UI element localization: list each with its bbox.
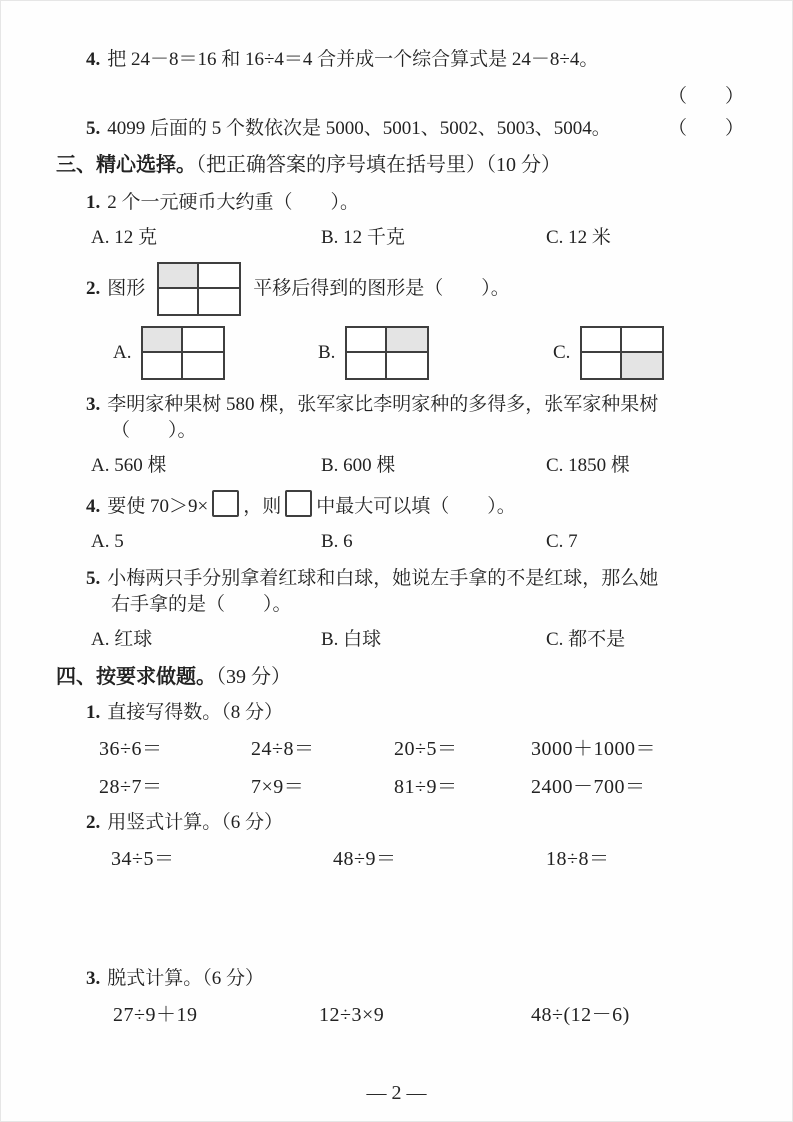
choice-q2-option-a — [113, 326, 318, 380]
judge-item-4 — [1, 47, 792, 73]
choice-q4-seg3: 中最大可以填（ ）。 — [316, 496, 516, 517]
choice-q4-seg1: 要使 70＞9× — [107, 496, 209, 517]
choice-q2-option-c-grid — [580, 326, 664, 380]
choice-q2-number: 2. — [86, 278, 101, 299]
choice-q5 — [1, 566, 792, 592]
choice-q3-option-c: C. 1850 棵 — [546, 455, 630, 476]
choice-q3-text-line2: （ ）。 — [111, 420, 197, 441]
work-q2-title — [1, 810, 792, 836]
choice-q2-option-b — [318, 326, 553, 380]
section-choice-note: （把正确答案的序号填在括号里）（10 分） — [196, 154, 561, 176]
work-q1-number: 1. — [86, 702, 101, 723]
work-q2-number: 2. — [86, 812, 101, 833]
choice-q2-option-c — [553, 326, 792, 380]
equation: 27÷9＋19 — [113, 1004, 198, 1026]
choice-q2-option-b-grid — [345, 326, 429, 380]
choice-q2-option-a-label: A. — [113, 342, 132, 363]
grid-cell — [622, 328, 662, 353]
section-heading-choice — [1, 150, 792, 180]
choice-q2-option-b-label: B. — [318, 342, 336, 363]
work-q1-row2 — [1, 772, 792, 802]
blank-square-box — [212, 490, 239, 517]
choice-q3-option-b: B. 600 棵 — [321, 455, 396, 476]
choice-q4-seg2: ，则 — [243, 496, 282, 517]
equation: 48÷(12－6) — [531, 1004, 630, 1026]
equation: 20÷5＝ — [394, 738, 458, 760]
work-q1-title — [1, 700, 792, 726]
choice-q2-options — [1, 326, 792, 380]
choice-q5-options — [1, 626, 792, 654]
choice-q1-option-c: C. 12 米 — [546, 227, 611, 248]
equation: 34÷5＝ — [111, 848, 175, 870]
grid-cell — [159, 264, 199, 289]
work-q3-title — [1, 966, 792, 992]
grid-cell — [347, 353, 387, 378]
equation: 7×9＝ — [251, 776, 305, 798]
choice-q3-option-a: A. 560 棵 — [91, 455, 167, 476]
grid-cell — [143, 353, 183, 378]
choice-q5-text-line2: 右手拿的是（ ）。 — [111, 594, 292, 615]
choice-q2 — [1, 262, 792, 316]
choice-q2-option-a-grid — [141, 326, 225, 380]
grid-cell — [582, 328, 622, 353]
grid-cell — [159, 289, 199, 314]
work-q1-title-text: 直接写得数。（8 分） — [107, 702, 284, 723]
section-heading-work — [1, 662, 792, 692]
choice-q2-text-pre: 图形 — [107, 278, 146, 299]
choice-q3-options — [1, 452, 792, 480]
equation: 36÷6＝ — [99, 738, 163, 760]
grid-cell — [143, 328, 183, 353]
grid-cell — [387, 328, 427, 353]
grid-cell — [347, 328, 387, 353]
work-q3-row — [1, 1000, 792, 1030]
grid-cell — [183, 328, 223, 353]
choice-q1 — [1, 190, 792, 216]
choice-q4-option-b: B. 6 — [321, 531, 353, 552]
judge-item-4-number: 4. — [86, 49, 101, 70]
grid-cell — [622, 353, 662, 378]
blank-square-box — [285, 490, 312, 517]
judge-item-5-text — [86, 116, 611, 142]
page-number: — 2 — — [366, 1082, 427, 1104]
choice-q5-option-c: C. 都不是 — [546, 629, 626, 650]
judge-item-5-number: 5. — [86, 118, 101, 139]
section-choice-title: 三、精心选择。 — [56, 154, 196, 176]
choice-q1-option-b: B. 12 千克 — [321, 227, 405, 248]
equation: 28÷7＝ — [99, 776, 163, 798]
choice-q3 — [1, 392, 792, 418]
choice-q5-number: 5. — [86, 568, 101, 589]
equation: 3000＋1000＝ — [531, 738, 656, 760]
choice-q3-text-line1: 李明家种果树 580 棵，张军家比李明家种的多得多，张军家种果树 — [107, 394, 659, 415]
choice-q1-number: 1. — [86, 192, 101, 213]
choice-q2-figure-grid — [157, 262, 241, 316]
vertical-calc-workspace — [1, 874, 792, 966]
equation: 12÷3×9 — [319, 1004, 385, 1026]
equation: 18÷8＝ — [546, 848, 610, 870]
choice-q2-text-post: 平移后得到的图形是（ ）。 — [253, 278, 510, 299]
work-q2-row — [1, 844, 792, 874]
judge-item-4-answer-parens: （ ） — [667, 86, 744, 107]
choice-q4 — [1, 490, 792, 520]
equation: 2400－700＝ — [531, 776, 646, 798]
equation: 81÷9＝ — [394, 776, 458, 798]
grid-cell — [199, 264, 239, 289]
work-q3-number: 3. — [86, 968, 101, 989]
equation: 48÷9＝ — [333, 848, 397, 870]
choice-q2-option-c-label: C. — [553, 342, 571, 363]
choice-q1-text: 2 个一元硬币大约重（ ）。 — [107, 192, 360, 213]
choice-q5-option-a: A. 红球 — [91, 629, 153, 650]
choice-q4-options — [1, 528, 792, 556]
choice-q3-number: 3. — [86, 394, 101, 415]
section-work-note: （39 分） — [216, 666, 291, 688]
section-work-title: 四、按要求做题。 — [56, 666, 216, 688]
choice-q5-option-b: B. 白球 — [321, 629, 382, 650]
judge-item-5 — [1, 116, 792, 142]
choice-q4-option-c: C. 7 — [546, 531, 578, 552]
choice-q4-option-a: A. 5 — [91, 531, 124, 552]
judge-item-5-statement: 4099 后面的 5 个数依次是 5000、5001、5002、5003、5004。 — [107, 118, 611, 139]
equation: 24÷8＝ — [251, 738, 315, 760]
grid-cell — [582, 353, 622, 378]
work-q2-title-text: 用竖式计算。（6 分） — [107, 812, 284, 833]
grid-cell — [199, 289, 239, 314]
work-q1-row1 — [1, 734, 792, 764]
choice-q4-number: 4. — [86, 496, 101, 517]
judge-item-4-text: 把 24－8＝16 和 16÷4＝4 合并成一个综合算式是 24－8÷4。 — [107, 49, 599, 70]
grid-cell — [387, 353, 427, 378]
choice-q1-options — [1, 224, 792, 252]
judge-item-5-answer-parens: （ ） — [667, 118, 744, 139]
choice-q5-text-line1: 小梅两只手分别拿着红球和白球，她说左手拿的不是红球，那么她 — [107, 568, 659, 589]
grid-cell — [183, 353, 223, 378]
work-q3-title-text: 脱式计算。（6 分） — [107, 968, 265, 989]
choice-q1-option-a: A. 12 克 — [91, 227, 157, 248]
